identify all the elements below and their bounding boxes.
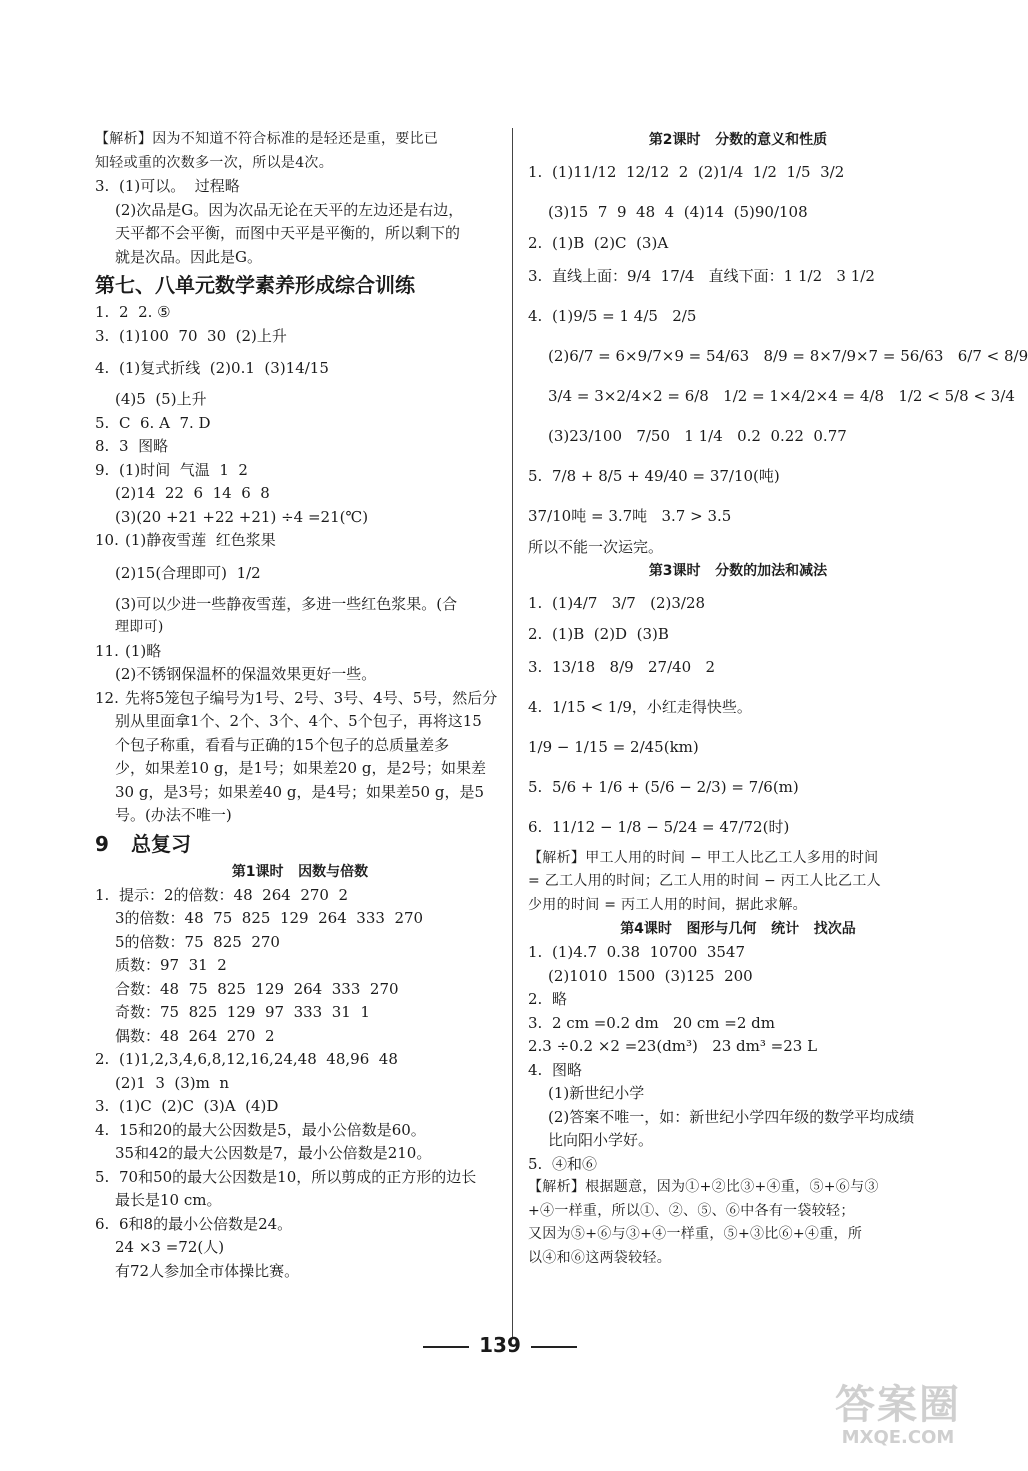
answer-text: +④一样重，所以①、②、⑤、⑥中各有一袋较轻； (528, 1202, 855, 1219)
analysis-line (528, 1200, 948, 1224)
answer-text: 质数：97 31 2 (115, 956, 227, 974)
answer-text: 以④和⑥这两袋较轻。 (528, 1249, 671, 1266)
answer-text: 【解析】根据题意，因为①+②比③+④重，⑤+⑥与③ (528, 1179, 879, 1195)
answer-text: (1)9/5 = 1 4/5 2/5 (552, 306, 697, 325)
right-column (528, 128, 1028, 1270)
answer-text: (1)4.7 0.38 10700 3547 (552, 943, 746, 961)
answer-text: 3/4 = 3×2/4×2 = 6/8 1/2 = 1×4/2×4 = 4/8 1/2 < 5/8 < 3/4 (548, 386, 1015, 405)
answer-text: 奇数：75 825 129 97 333 31 1 (115, 1003, 370, 1021)
answer-line (95, 388, 505, 412)
question-number: 4. (95, 359, 110, 377)
question-number: 1. (95, 885, 110, 904)
question-number: 3. (528, 657, 543, 676)
answer-line (95, 1166, 505, 1190)
answer-text: (1)略 (125, 641, 162, 660)
analysis-line (528, 1176, 948, 1200)
answer-line (528, 192, 948, 232)
answer-text: (2)1010 1500 (3)125 200 (548, 966, 753, 985)
answer-line (95, 1001, 505, 1025)
footer-rule-right (531, 1346, 577, 1348)
answer-text: 先将5笼包子编号为1号、2号、3号、4号、5号，然后分 (125, 688, 498, 707)
answer-text: (1)新世纪小学 (548, 1084, 645, 1102)
answer-line (528, 1059, 948, 1083)
answer-text: 1/9 − 1/15 = 2/45(km) (528, 737, 699, 756)
answer-text: 个包子称重，看看与正确的15个包子的总质量差多 (115, 735, 450, 754)
left-intro-block (95, 128, 505, 269)
answer-line (528, 416, 948, 456)
answer-text: 【解析】因为不知道不符合标准的是轻还是重，要比已 (95, 131, 439, 147)
answer-line (95, 593, 505, 617)
answer-text: (2)15(合理即可) 1/2 (115, 563, 261, 582)
answer-line (95, 1260, 505, 1284)
answer-line (95, 246, 505, 270)
answer-line (95, 529, 505, 553)
answer-line (95, 1072, 505, 1096)
answer-text: 15和20的最大公因数是5，最小公倍数是60。 (119, 1120, 426, 1139)
answer-text: 别从里面拿1个、2个、3个、4个、5个包子，再将这15 (115, 712, 482, 730)
answer-text: (1)可以。 过程略 (119, 177, 240, 195)
lesson-3-answers (528, 583, 948, 917)
answer-text: (3)15 7 9 48 4 (4)14 (5)90/108 (548, 203, 808, 221)
answer-text: C 6. A 7. D (119, 413, 211, 432)
question-number: 5. (528, 1154, 543, 1173)
answer-text: 少用的时间 = 丙工人用的时间，据此求解。 (528, 896, 807, 913)
answer-line (95, 1213, 505, 1237)
question-number: 3. (528, 266, 543, 285)
answer-text: (1)1,2,3,4,6,8,12,16,24,48 48,96 48 (119, 1050, 398, 1068)
left-column (95, 128, 505, 1283)
answer-text: 35和42的最大公因数是7，最小公倍数是210。 (115, 1144, 432, 1162)
answer-text: 天平都不会平衡，而图中天平是平衡的，所以剩下的 (115, 224, 461, 242)
answer-text: 所以不能一次运完。 (528, 537, 664, 556)
question-number: 12. (95, 688, 119, 707)
answer-text: 5/6 + 1/6 + (5/6 − 2/3) = 7/6(m) (552, 777, 799, 796)
answer-line (95, 435, 505, 459)
answer-text: (1)100 70 30 (2)上升 (119, 326, 287, 345)
answer-line (528, 1082, 948, 1106)
answer-text: 5的倍数：75 825 270 (115, 932, 280, 951)
answer-text: (2)6/7 = 6×9/7×9 = 54/63 8/9 = 8×7/9×7 = 56/63 6/7 < 8/9 (548, 346, 1028, 365)
answer-line (95, 199, 505, 223)
answer-text: 理即可) (115, 619, 164, 635)
question-number: 4. (95, 1120, 110, 1139)
question-number: 3. (528, 1013, 543, 1032)
question-number: 3. (95, 1097, 110, 1115)
answer-line (95, 1095, 505, 1119)
answer-text: 知轻或重的次数多一次，所以是4次。 (95, 154, 334, 171)
answer-text: 直线上面：9/4 17/4 直线下面：1 1/2 3 1/2 (552, 266, 875, 285)
answer-text: (2)1 3 (3)m n (115, 1073, 230, 1092)
answer-line (528, 1012, 948, 1036)
answer-line (95, 1189, 505, 1213)
answer-line (95, 1142, 505, 1166)
answer-line (95, 412, 505, 436)
answer-text: (1)11/12 12/12 2 (2)1/4 1/2 1/5 3/2 (552, 163, 845, 181)
question-number: 5. (95, 413, 110, 432)
answer-line (95, 640, 505, 664)
answer-line (528, 767, 948, 807)
answer-line (95, 1119, 505, 1143)
answer-text: 最长是10 cm。 (115, 1191, 222, 1209)
answer-text: (1)B (2)D (3)B (552, 625, 669, 643)
answer-text: (4)5 (5)上升 (115, 390, 207, 408)
answer-text: 【解析】甲工人用的时间 − 甲工人比乙工人多用的时间 (528, 849, 879, 866)
answer-text: (3)(20 +21 +22 +21) ÷4 =21(℃) (115, 507, 369, 526)
answer-text: (2)14 22 6 14 6 8 (115, 484, 270, 502)
section-title: 第七、八单元数学素养形成综合训练 (95, 273, 415, 297)
answer-text: 2 cm =0.2 dm 20 cm =2 dm (552, 1013, 775, 1032)
answer-text: (1)B (2)C (3)A (552, 234, 669, 252)
question-number: 4. (528, 697, 543, 716)
answer-line (95, 931, 505, 955)
answer-line (95, 553, 505, 593)
answer-line (528, 1035, 948, 1059)
answer-line (528, 727, 948, 767)
chapter-number: 9 (95, 831, 109, 856)
question-number: 1. (528, 163, 543, 181)
question-number: 5. (528, 466, 543, 485)
lesson-2-answers (528, 152, 1028, 559)
answer-text: 2 2. ⑤ (119, 303, 171, 321)
question-number: 2. (528, 625, 543, 643)
answer-line (528, 1106, 948, 1130)
answer-text: (1)时间 气温 1 2 (119, 460, 248, 479)
answer-line (528, 807, 948, 847)
question-number: 6. (95, 1214, 110, 1233)
answer-line (528, 687, 948, 727)
chapter-heading (95, 828, 505, 860)
column-divider (512, 128, 513, 1338)
answer-text: (1)4/7 3/7 (2)3/28 (552, 594, 706, 612)
answer-line (95, 687, 505, 711)
answer-text: 2.3 ÷0.2 ×2 =23(dm³) 23 dm³ =23 L (528, 1037, 818, 1055)
answer-text: 3 图略 (119, 437, 169, 455)
answer-line (95, 757, 505, 781)
answer-text: 3的倍数：48 75 825 129 264 333 270 (115, 909, 424, 927)
question-number: 5. (528, 777, 543, 796)
answer-line (95, 301, 505, 325)
answer-line (528, 623, 948, 647)
page-number-footer (0, 1333, 1000, 1357)
lesson-4-answers (528, 941, 948, 1270)
watermark-title: 答案圈 (835, 1382, 961, 1428)
answer-text: (1)静夜雪莲 红色浆果 (125, 531, 276, 549)
answer-text: 37/10吨 = 3.7吨 3.7 > 3.5 (528, 506, 732, 525)
answer-line (528, 152, 948, 192)
section-answers (95, 301, 505, 828)
answer-line (95, 663, 505, 687)
answer-text: (2)次品是G。因为次品无论在天平的左边还是右边， (115, 200, 464, 219)
answer-line (528, 232, 948, 256)
question-number: 4. (528, 306, 543, 325)
analysis-line (528, 847, 948, 871)
answer-line (95, 781, 505, 805)
footer-rule-left (423, 1346, 469, 1348)
answer-line (528, 965, 948, 989)
answer-text: 7/8 + 8/5 + 49/40 = 37/10(吨) (552, 466, 780, 485)
analysis-line (528, 870, 948, 894)
question-number: 11. (95, 641, 119, 660)
question-number: 3. (95, 177, 110, 195)
answer-line (528, 1153, 948, 1177)
answer-line (528, 941, 948, 965)
lesson-1-title: 第1课时 因数与倍数 (231, 863, 369, 880)
watermark-logo (814, 1383, 982, 1453)
answer-line (95, 348, 505, 388)
answer-text: (3)可以少进一些静夜雪莲，多进一些红色浆果。(合 (115, 594, 458, 613)
question-number: 1. (528, 594, 543, 612)
answer-line (95, 1025, 505, 1049)
question-number: 3. (95, 326, 110, 345)
analysis-line (528, 1223, 948, 1247)
question-number: 6. (528, 817, 543, 836)
answer-text: 70和50的最大公因数是10，所以剪成的正方形的边长 (119, 1167, 477, 1186)
answer-text: (2)不锈钢保温杯的保温效果更好一些。 (115, 665, 377, 683)
question-number: 9. (95, 460, 110, 479)
analysis-line (528, 1247, 948, 1271)
question-number: 2. (528, 990, 543, 1008)
answer-text: 又因为⑤+⑥与③+④一样重，⑤+③比⑥+④重，所 (528, 1226, 863, 1242)
question-number: 5. (95, 1167, 110, 1186)
lesson-1-answers (95, 884, 505, 1284)
analysis-line (95, 128, 505, 152)
answer-text: (1)C (2)C (3)A (4)D (119, 1097, 279, 1115)
answer-line (95, 459, 505, 483)
answer-line (528, 988, 948, 1012)
answer-text: 就是次品。因此是G。 (115, 247, 262, 266)
answer-line (528, 456, 948, 496)
lesson-2-title: 第2课时 分数的意义和性质 (648, 132, 828, 148)
question-number: 1. (95, 303, 110, 321)
answer-text: 号。(办法不唯一) (115, 806, 232, 824)
answer-line (95, 954, 505, 978)
answer-line (528, 583, 948, 623)
answer-text: 比向阳小学好。 (548, 1131, 654, 1149)
answer-line (528, 647, 948, 687)
question-number: 1. (528, 943, 543, 961)
answer-text: 略 (552, 990, 568, 1008)
answer-line (95, 907, 505, 931)
answer-text: 30 g，是3号；如果差40 g，是4号；如果差50 g，是5 (115, 782, 485, 801)
answer-line (528, 496, 948, 536)
answer-text: 合数：48 75 825 129 264 333 270 (115, 979, 399, 998)
answer-line (95, 506, 505, 530)
answer-text: 少，如果差10 g，是1号；如果差20 g，是2号；如果差 (115, 759, 487, 777)
answer-text: 11/12 − 1/8 − 5/24 = 47/72(时) (552, 817, 790, 836)
analysis-line (95, 616, 505, 640)
chapter-title: 总复习 (131, 831, 191, 856)
answer-line (95, 884, 505, 908)
answer-line (528, 536, 948, 560)
answer-line (95, 804, 505, 828)
analysis-line (528, 894, 948, 918)
answer-line (528, 256, 948, 296)
answer-text: 图略 (552, 1060, 583, 1079)
answer-line (528, 1129, 948, 1153)
answer-text: = 乙工人用的时间；乙工人用的时间 − 丙工人比乙工人 (528, 873, 881, 889)
answer-text: 13/18 8/9 27/40 2 (552, 657, 716, 676)
question-number: 4. (528, 1060, 543, 1079)
answer-text: 6和8的最小公倍数是24。 (119, 1214, 293, 1233)
answer-line (95, 734, 505, 758)
answer-line (95, 978, 505, 1002)
question-number: 2. (95, 1050, 110, 1068)
answer-text: 1/15 < 1/9，小红走得快些。 (552, 697, 752, 716)
answer-line (95, 482, 505, 506)
answer-line (95, 1236, 505, 1260)
answer-line (95, 325, 505, 349)
answer-text: (1)复式折线 (2)0.1 (3)14/15 (119, 359, 329, 377)
answer-line (95, 175, 505, 199)
question-number: 2. (528, 234, 543, 252)
answer-text: 有72人参加全市体操比赛。 (115, 1261, 300, 1280)
lesson-3-title: 第3课时 分数的加法和减法 (648, 563, 828, 579)
answer-line (528, 376, 1015, 416)
analysis-line (95, 152, 505, 176)
answer-text: (2)答案不唯一，如：新世纪小学四年级的数学平均成绩 (548, 1107, 915, 1126)
lesson-4-title: 第4课时 图形与几何 统计 找次品 (620, 921, 856, 937)
question-number: 10. (95, 531, 119, 549)
answer-line (95, 1048, 505, 1072)
question-number: 8. (95, 437, 110, 455)
answer-text: 24 ×3 =72(人) (115, 1238, 225, 1256)
answer-text: (3)23/100 7/50 1 1/4 0.2 0.22 0.77 (548, 426, 847, 445)
answer-text: 提示：2的倍数：48 264 270 2 (119, 885, 349, 904)
watermark-url: MXQE.COM (841, 1427, 955, 1448)
answer-line (528, 336, 1028, 376)
answer-line (95, 710, 505, 734)
answer-line (95, 222, 505, 246)
answer-text: ④和⑥ (552, 1154, 598, 1173)
answer-text: 偶数：48 264 270 2 (115, 1026, 275, 1045)
answer-line (528, 296, 948, 336)
page-number: 139 (479, 1333, 521, 1357)
